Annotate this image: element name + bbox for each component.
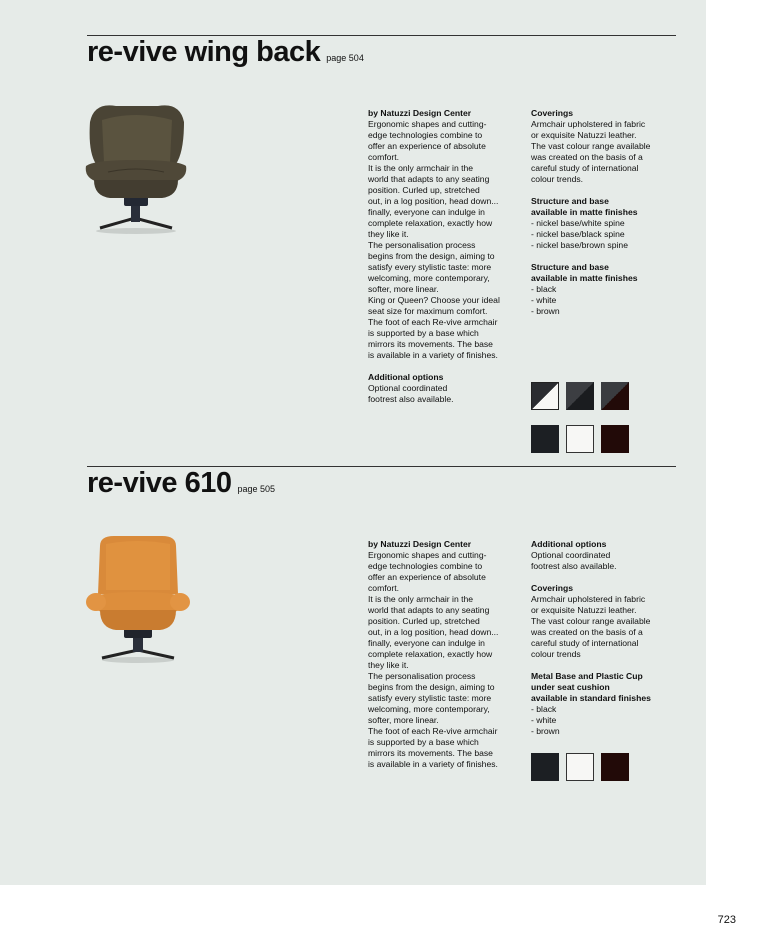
finish-item: - white xyxy=(531,715,557,725)
description-line: The foot of each Re-vive armchair xyxy=(368,317,498,327)
product-name: re-vive 610 xyxy=(87,467,232,499)
orange-armchair-image xyxy=(84,532,190,664)
description-line: Ergonomic shapes and cutting- xyxy=(368,550,487,560)
description-line: The personalisation process xyxy=(368,671,476,681)
product-title xyxy=(87,38,364,67)
product-name: re-vive wing back xyxy=(87,36,321,68)
description-line: position. Curled up, stretched xyxy=(368,616,480,626)
swatch-nickel-black xyxy=(566,382,594,410)
additional-options-line: footrest also available. xyxy=(368,394,454,404)
swatch-black xyxy=(531,425,559,453)
description-line: is supported by a base which xyxy=(368,737,479,747)
description-line: seat size for maximum comfort. xyxy=(368,306,488,316)
finish-item: - nickel base/brown spine xyxy=(531,240,628,250)
description-line: softer, more linear. xyxy=(368,715,439,725)
swatch-brown xyxy=(601,753,629,781)
page-reference: page 505 xyxy=(237,484,276,494)
additional-options-heading: Additional options xyxy=(368,372,444,382)
page-reference: page 504 xyxy=(326,53,364,63)
additional-options-line: Optional coordinated xyxy=(368,383,448,393)
swatch-black xyxy=(531,753,559,781)
finish-heading: available in standard finishes xyxy=(531,693,651,703)
description-line: begins from the design, aiming to xyxy=(368,251,495,261)
coverings-line: was created on the basis of a xyxy=(531,152,643,162)
description-line: is supported by a base which xyxy=(368,328,479,338)
coverings-line: Armchair upholstered in fabric xyxy=(531,594,646,604)
description-line: complete relaxation, exactly how xyxy=(368,218,493,228)
coverings-line: or exquisite Natuzzi leather. xyxy=(531,605,637,615)
designer-heading: by Natuzzi Design Center xyxy=(368,108,472,118)
finish-heading: under seat cushion xyxy=(531,682,610,692)
coverings-line: careful study of international xyxy=(531,163,639,173)
finish-heading: Metal Base and Plastic Cup xyxy=(531,671,643,681)
coverings-line: The vast colour range available xyxy=(531,141,651,151)
description-line: mirrors its movements. The base xyxy=(368,339,493,349)
coverings-line: careful study of international xyxy=(531,638,639,648)
description-line: finally, everyone can indulge in xyxy=(368,207,485,217)
description-line: they like it. xyxy=(368,229,409,239)
finish-item: - brown xyxy=(531,726,560,736)
finish-item: - black xyxy=(531,284,557,294)
description-line: The personalisation process xyxy=(368,240,476,250)
coverings-heading: Coverings xyxy=(531,108,574,118)
description-line: offer an experience of absolute xyxy=(368,572,486,582)
finish-heading: Structure and base xyxy=(531,196,609,206)
coverings-line: colour trends. xyxy=(531,174,584,184)
description-line: King or Queen? Choose your ideal xyxy=(368,295,500,305)
description-line: mirrors its movements. The base xyxy=(368,748,493,758)
description-line: Ergonomic shapes and cutting- xyxy=(368,119,487,129)
coverings-line: The vast colour range available xyxy=(531,616,651,626)
description-line: The foot of each Re-vive armchair xyxy=(368,726,498,736)
coverings-heading: Coverings xyxy=(531,583,574,593)
description-line: is available in a variety of finishes. xyxy=(368,759,498,769)
additional-options-line: footrest also available. xyxy=(531,561,617,571)
description-line: offer an experience of absolute xyxy=(368,141,486,151)
finish-item: - white xyxy=(531,295,557,305)
additional-options-heading: Additional options xyxy=(531,539,607,549)
swatch-brown xyxy=(601,425,629,453)
description-line: complete relaxation, exactly how xyxy=(368,649,493,659)
description-line: finally, everyone can indulge in xyxy=(368,638,485,648)
description-line: It is the only armchair in the xyxy=(368,594,474,604)
finish-heading: available in matte finishes xyxy=(531,273,638,283)
description-block xyxy=(368,108,518,405)
description-line: softer, more linear. xyxy=(368,284,439,294)
wing-back-armchair-image xyxy=(80,100,192,235)
finish-item: - black xyxy=(531,704,557,714)
swatch-white xyxy=(566,753,594,781)
description-line: It is the only armchair in the xyxy=(368,163,474,173)
swatch-nickel-white xyxy=(531,382,559,410)
description-line: is available in a variety of finishes. xyxy=(368,350,498,360)
description-line: begins from the design, aiming to xyxy=(368,682,495,692)
description-line: satisfy every stylistic taste: more xyxy=(368,693,492,703)
description-line: welcoming, more contemporary, xyxy=(368,273,490,283)
description-line: comfort. xyxy=(368,583,400,593)
description-line: edge technologies combine to xyxy=(368,561,483,571)
finish-heading: available in matte finishes xyxy=(531,207,638,217)
specs-block xyxy=(531,108,681,317)
swatch-nickel-brown xyxy=(601,382,629,410)
finish-item: - nickel base/white spine xyxy=(531,218,625,228)
description-block xyxy=(368,539,518,770)
description-line: edge technologies combine to xyxy=(368,130,483,140)
description-line: satisfy every stylistic taste: more xyxy=(368,262,492,272)
specs-block xyxy=(531,539,681,737)
coverings-line: colour trends xyxy=(531,649,581,659)
description-line: world that adapts to any seating xyxy=(368,605,490,615)
swatch-white xyxy=(566,425,594,453)
description-line: world that adapts to any seating xyxy=(368,174,490,184)
designer-heading: by Natuzzi Design Center xyxy=(368,539,472,549)
coverings-line: was created on the basis of a xyxy=(531,627,643,637)
description-line: out, in a log position, head down... xyxy=(368,627,499,637)
coverings-line: Armchair upholstered in fabric xyxy=(531,119,646,129)
coverings-line: or exquisite Natuzzi leather. xyxy=(531,130,637,140)
description-line: they like it. xyxy=(368,660,409,670)
finish-heading: Structure and base xyxy=(531,262,609,272)
page-number: 723 xyxy=(717,914,736,926)
description-line: welcoming, more contemporary, xyxy=(368,704,490,714)
description-line: out, in a log position, head down... xyxy=(368,196,499,206)
additional-options-line: Optional coordinated xyxy=(531,550,611,560)
product-title xyxy=(87,469,275,498)
finish-item: - nickel base/black spine xyxy=(531,229,625,239)
description-line: position. Curled up, stretched xyxy=(368,185,480,195)
finish-item: - brown xyxy=(531,306,560,316)
description-line: comfort. xyxy=(368,152,400,162)
